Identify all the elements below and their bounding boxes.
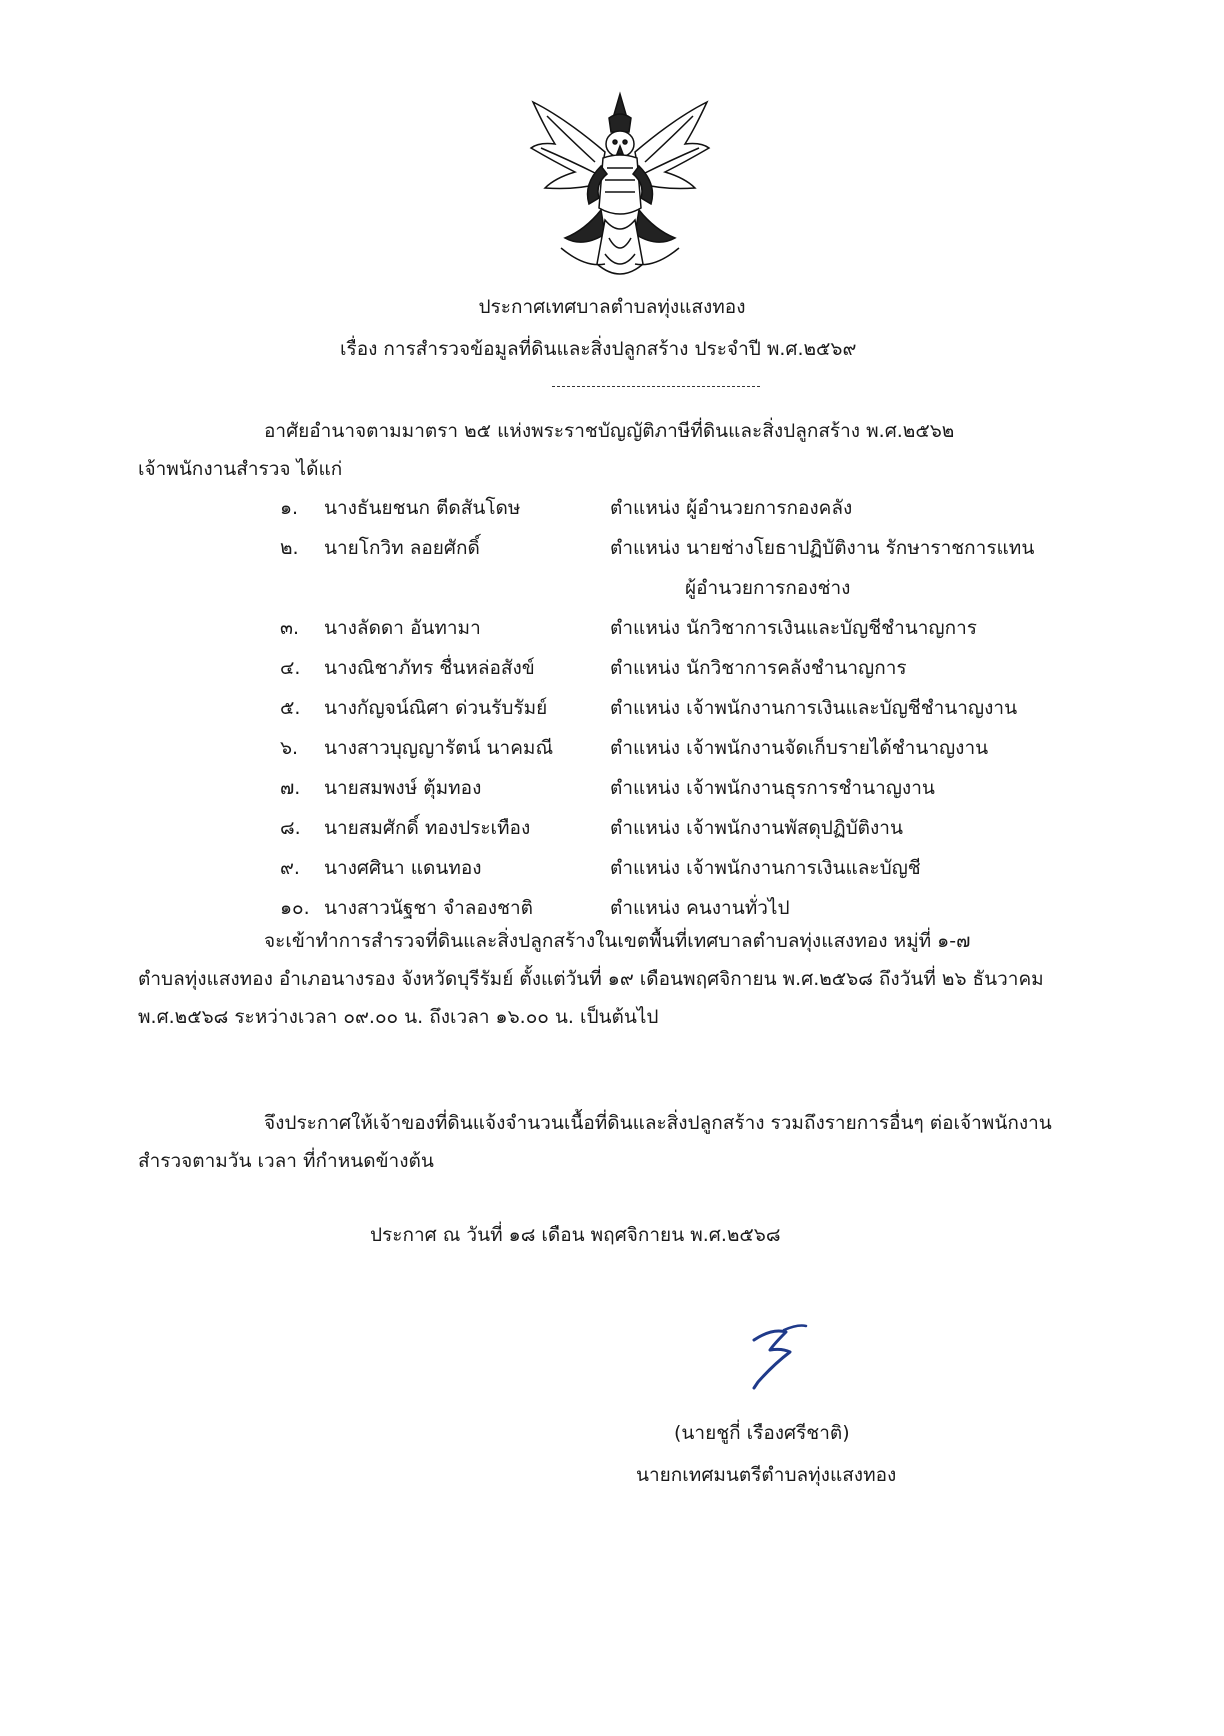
staff-position: ตำแหน่ง เจ้าพนักงานจัดเก็บรายได้ชำนาญงาน <box>610 737 989 759</box>
staff-name: นายโกวิท ลอยศักดิ์ <box>324 537 480 559</box>
document-title: ประกาศเทศบาลตำบลทุ่งแสงทอง <box>478 296 746 318</box>
staff-number: ๑. <box>280 497 299 519</box>
garuda-emblem-icon <box>525 88 715 284</box>
notice-paragraph <box>138 1104 1164 1180</box>
survey-paragraph <box>138 922 1164 1036</box>
staff-row <box>280 728 1180 768</box>
staff-name: นางสาวนัฐชา จำลองชาติ <box>324 897 533 919</box>
staff-number: ๑๐. <box>280 897 310 919</box>
staff-position: ตำแหน่ง ผู้อำนวยการกองคลัง <box>610 497 853 519</box>
intro-line-1: อาศัยอำนาจตามมาตรา ๒๕ แห่งพระราชบัญญัติภาษีที่ดินและสิ่งปลูกสร้าง พ.ศ.๒๕๖๒ <box>264 420 955 442</box>
staff-row <box>280 768 1180 808</box>
staff-row <box>280 608 1180 648</box>
staff-name: นางกัญจน์ณิศา ด่วนรับรัมย์ <box>324 697 548 719</box>
staff-position: ตำแหน่ง คนงานทั่วไป <box>610 897 790 919</box>
intro-paragraph <box>138 412 1164 488</box>
staff-name: นางสาวบุญญารัตน์ นาคมณี <box>324 737 554 759</box>
staff-row <box>280 688 1180 728</box>
staff-name: นายสมพงษ์ ตุ้มทอง <box>324 777 482 799</box>
survey-line-3: พ.ศ.๒๕๖๘ ระหว่างเวลา ๐๙.๐๐ น. ถึงเวลา ๑๖.๐๐ น. เป็นต้นไป <box>138 1006 659 1028</box>
notice-line-2: สำรวจตามวัน เวลา ที่กำหนดข้างต้น <box>138 1150 434 1172</box>
staff-name: นางธันยชนก ตีดสันโดษ <box>324 497 521 519</box>
staff-position: ตำแหน่ง นายช่างโยธาปฏิบัติงาน รักษาราชการแทน <box>610 537 1035 559</box>
staff-name: นางศศินา แดนทอง <box>324 857 482 879</box>
staff-row <box>280 848 1180 888</box>
staff-number: ๓. <box>280 617 300 639</box>
staff-number: ๗. <box>280 777 301 799</box>
staff-name: นางลัดดา อันทามา <box>324 617 481 639</box>
document-subject: เรื่อง การสำรวจข้อมูลที่ดินและสิ่งปลูกสร้าง ประจำปี พ.ศ.๒๕๖๙ <box>340 338 857 360</box>
staff-number: ๖. <box>280 737 299 759</box>
staff-number: ๙. <box>280 857 300 879</box>
handwritten-signature <box>724 1322 814 1394</box>
staff-position: ตำแหน่ง เจ้าพนักงานธุรการชำนาญงาน <box>610 777 935 799</box>
staff-number: ๕. <box>280 697 301 719</box>
signatory-name: (นายชูกี่ เรืองศรีชาติ) <box>674 1422 850 1444</box>
signatory-title: นายกเทศมนตรีตำบลทุ่งแสงทอง <box>636 1464 897 1486</box>
staff-number: ๒. <box>280 537 299 559</box>
survey-line-2: ตำบลทุ่งแสงทอง อำเภอนางรอง จังหวัดบุรีรัมย์ ตั้งแต่วันที่ ๑๙ เดือนพฤศจิกายน พ.ศ.๒๕๖๘ ถึงวันที่ ๒๖ ธันวาคม <box>138 968 1044 990</box>
staff-name: นางณิชาภัทร ชื่นหล่อสังข์ <box>324 657 535 679</box>
staff-row <box>280 648 1180 688</box>
staff-position: ตำแหน่ง เจ้าพนักงานการเงินและบัญชี <box>610 857 921 879</box>
staff-position: ตำแหน่ง นักวิชาการคลังชำนาญการ <box>610 657 907 679</box>
staff-number: ๘. <box>280 817 301 839</box>
staff-name: นายสมศักดิ์ ทองประเทือง <box>324 817 531 839</box>
staff-row <box>280 488 1180 528</box>
title-divider <box>552 386 760 387</box>
notice-line-1: จึงประกาศให้เจ้าของที่ดินแจ้งจำนวนเนื้อที่ดินและสิ่งปลูกสร้าง รวมถึงรายการอื่นๆ ต่อเจ้าพนักงาน <box>264 1112 1052 1134</box>
staff-row <box>280 808 1180 848</box>
staff-list <box>280 488 1180 928</box>
staff-position-continued: ผู้อำนวยการกองช่าง <box>685 577 851 599</box>
staff-position: ตำแหน่ง เจ้าพนักงานการเงินและบัญชีชำนาญงาน <box>610 697 1018 719</box>
staff-position: ตำแหน่ง นักวิชาการเงินและบัญชีชำนาญการ <box>610 617 977 639</box>
announcement-date: ประกาศ ณ วันที่ ๑๘ เดือน พฤศจิกายน พ.ศ.๒๕๖๘ <box>370 1224 781 1246</box>
survey-line-1: จะเข้าทำการสำรวจที่ดินและสิ่งปลูกสร้างในเขตพื้นที่เทศบาลตำบลทุ่งแสงทอง หมู่ที่ ๑-๗ <box>264 930 971 952</box>
staff-row <box>280 528 1180 608</box>
staff-position: ตำแหน่ง เจ้าพนักงานพัสดุปฏิบัติงาน <box>610 817 903 839</box>
intro-line-2: เจ้าพนักงานสำรวจ ได้แก่ <box>138 458 343 480</box>
staff-number: ๔. <box>280 657 301 679</box>
